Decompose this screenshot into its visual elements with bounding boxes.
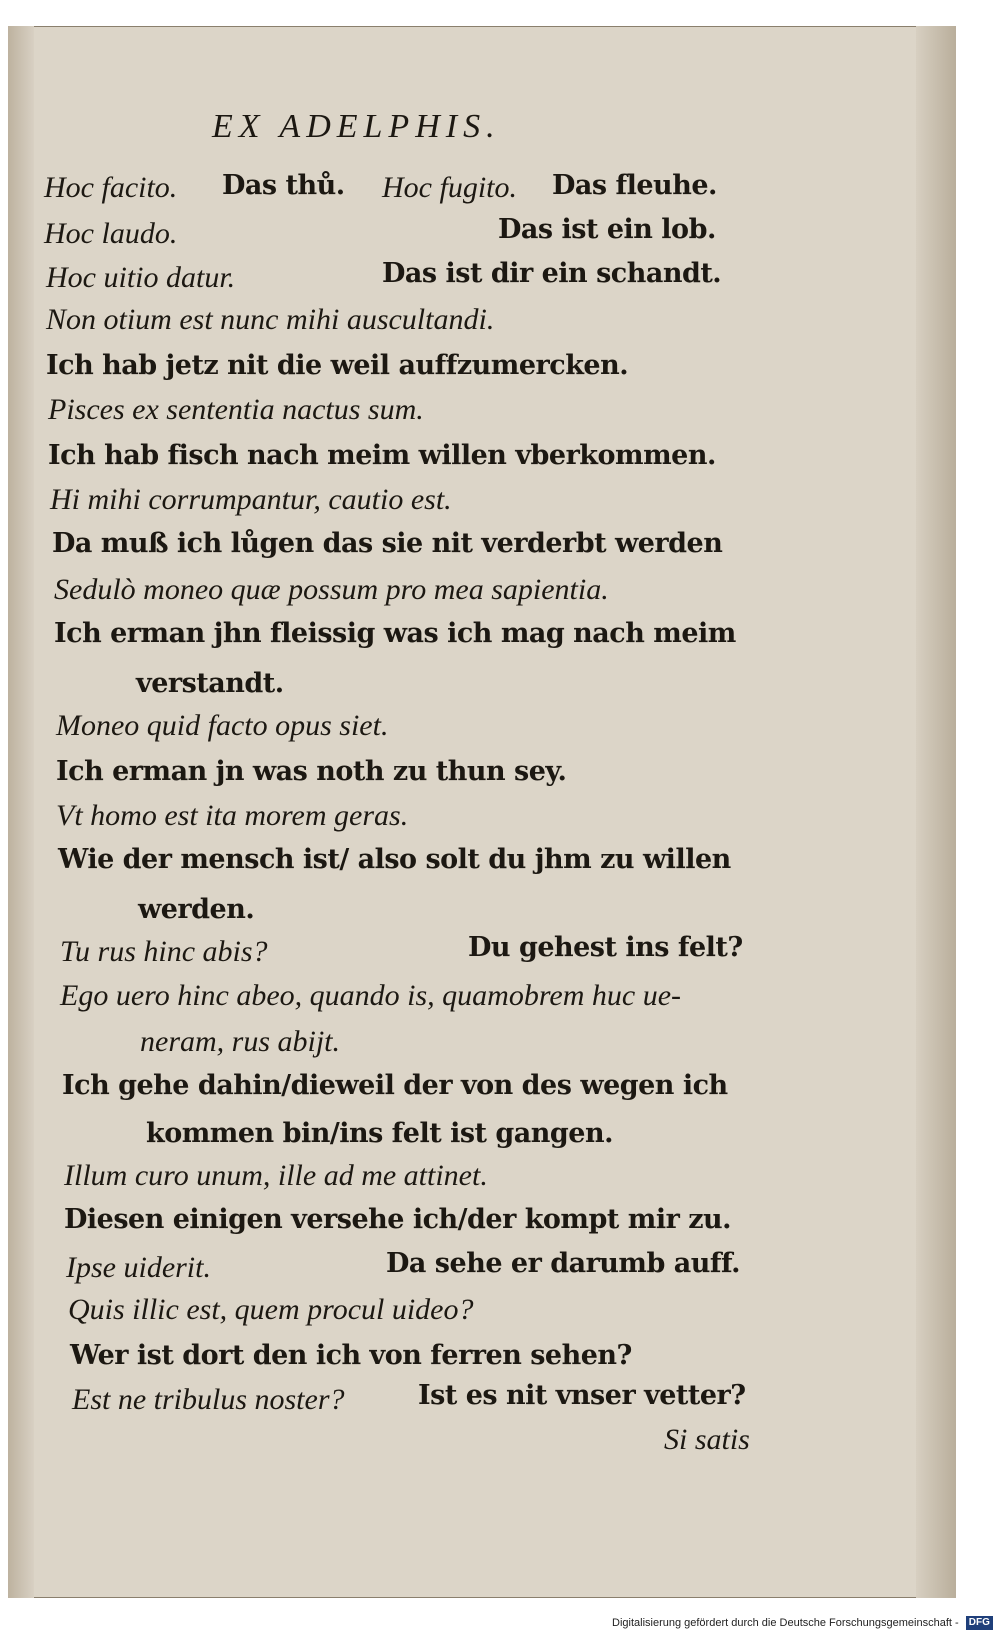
text-line: Vt homo est ita morem geras. [56,799,409,832]
text-line: Moneo quid facto opus siet. [56,709,389,742]
text-line: Da sehe er darumb auff. [386,1248,741,1279]
text-line: Ich hab fisch nach meim willen vberkommen. [48,440,716,471]
text-line: Ist es nit vnser vetter? [418,1380,746,1411]
text-line: Das ist ein lob. [498,214,716,245]
text-line: Illum curo unum, ille ad me attinet. [64,1159,488,1192]
text-line: Ego uero hinc abeo, quando is, quamobrem huc ue- [60,979,682,1012]
text-line: Da muß ich lůgen das sie nit verderbt werden [52,528,723,559]
running-header: EX ADELPHIS. [212,108,501,145]
text-line: Du gehest ins felt? [468,932,743,963]
text-line: Hoc facito. [44,171,178,204]
text-line: Ich hab jetz nit die weil auffzumercken. [46,350,629,381]
text-line: Das thů. [222,170,345,201]
text-line: Tu rus hinc abis? [60,935,268,968]
text-line: Hi mihi corrumpantur, cautio est. [50,483,452,516]
text-line: kommen bin/ins felt ist gangen. [146,1118,614,1149]
credit-text: Digitalisierung gefördert durch die Deutsche Forschungsgemeinschaft - [612,1617,959,1629]
text-line: Hoc laudo. [44,217,178,250]
text-line: Ich erman jhn fleissig was ich mag nach meim [54,618,736,649]
text-line: Diesen einigen versehe ich/der kompt mir zu. [64,1204,732,1235]
text-line: Das ist dir ein schandt. [382,258,722,289]
text-line: verstandt. [136,668,284,699]
catchword: Si satis [664,1423,750,1456]
dfg-logo: DFG [966,1616,993,1630]
text-line: neram, rus abijt. [140,1025,341,1058]
text-line: Sedulò moneo quæ possum pro mea sapientia. [54,573,609,606]
text-line: Ich erman jn was noth zu thun sey. [56,756,567,787]
text-line: Wie der mensch ist/ also solt du jhm zu willen [58,844,731,875]
text-line: werden. [138,894,255,925]
text-line: Pisces ex sententia nactus sum. [48,393,424,426]
text-line: Hoc fugito. [382,171,517,204]
text-line: Das fleuhe. [552,170,717,201]
text-line: Ipse uiderit. [66,1251,211,1284]
text-line: Est ne tribulus noster? [72,1383,345,1416]
text-line: Non otium est nunc mihi auscultandi. [46,303,495,336]
text-line: Ich gehe dahin/dieweil der von des wegen ich [62,1070,728,1101]
digitization-credit [612,1614,993,1632]
text-line: Quis illic est, quem procul uideo? [68,1293,474,1326]
text-line: Hoc uitio datur. [46,261,236,294]
text-line: Wer ist dort den ich von ferren sehen? [70,1340,632,1371]
